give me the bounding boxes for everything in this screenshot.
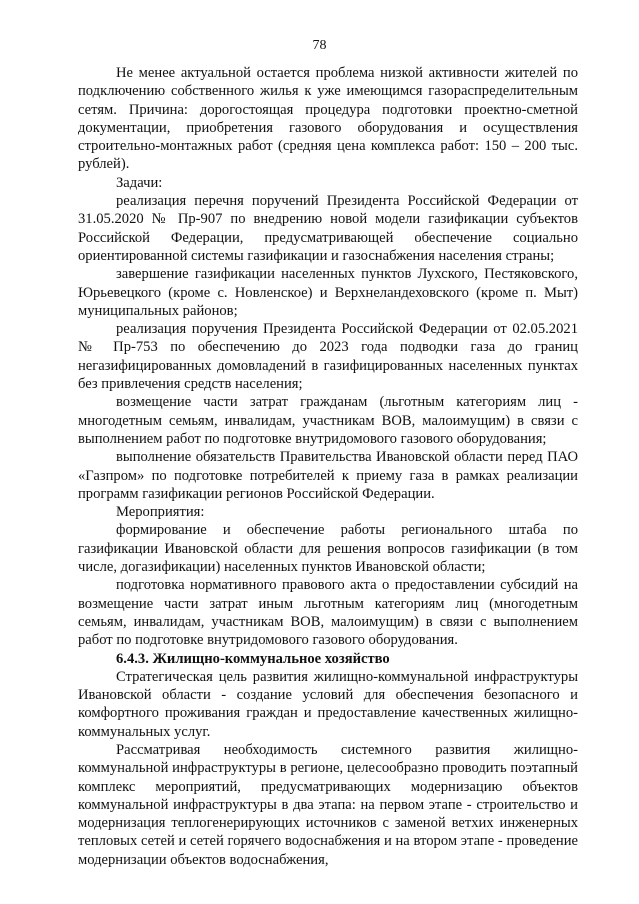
paragraph-gas-connection-problem: Не менее актуальной остается проблема низкой активности жителей по подключению собственного жилья к уже имеющимся газораспределительным сетям. Причина: дорогостоящая процедура подготовки проектно-сметной документации, приобретения газового оборудования и осуществления строительно-монтажных работ (средняя цена комплекса работ: 150 – 200 тыс. рублей). [78, 65, 578, 173]
section-heading: 6.4.3. Жилищно-коммунальное хозяйство [116, 650, 390, 667]
paragraph-task-cost-reimbursement: возмещение части затрат гражданам (льготным категориям лиц - многодетным семьям, инвалидам, участникам ВОВ, малоимущим) в связи с выполнением работ по подготовке внутридомового газового оборудования; [78, 394, 578, 447]
paragraph-modernization-stages: Рассматривая необходимость системного развития жилищно-коммунальной инфраструктуры в регионе, целесообразно проводить поэтапный комплекс мероприятий, предусматривающих модернизацию объектов коммунальной инфраструктуры в два этапа: на первом этапе - строительство и модернизация теплогенерирующих источников с заменой ветхих инженерных тепловых сетей и сетей горячего водоснабжения и на втором этапе - проведение модернизации объектов водоснабжения, [78, 741, 578, 868]
paragraph-task-president-order-907: реализация перечня поручений Президента Российской Федерации от 31.05.2020 № Пр-907 по внедрению новой модели газификации субъектов Российской Федерации, предусматривающей обеспечение социально ориентированной системы газификации и газоснабжения населения страны; [78, 193, 578, 264]
document-body [78, 64, 578, 869]
paragraph-measures-label: Мероприятия: [116, 504, 205, 521]
paragraph-measure-regional-headquarters: формирование и обеспечение работы регионального штаба по газификации Ивановской области для решения вопросов газификации (в том числе, догазификации) населенных пунктов Ивановской области; [78, 522, 578, 576]
page-number: 78 [312, 38, 327, 53]
paragraph-measure-subsidy-act: подготовка нормативного правового акта о предоставлении субсидий на возмещение части затрат иным льготным категориям лиц (многодетным семьям, инвалидам, участникам ВОВ, малоимущим) в связи с выполнением работ по подготовке внутридомового газового оборудования. [78, 577, 578, 649]
paragraph-tasks-label: Задачи: [116, 174, 163, 191]
paragraph-strategic-goal: Стратегическая цель развития жилищно-коммунальной инфраструктуры Ивановской области - создание условий для обеспечения безопасного и комфортного проживания граждан и предоставление качественных жилищно-коммунальных услуг. [78, 668, 578, 740]
paragraph-task-complete-gasification: завершение газификации населенных пунктов Лухского, Пестяковского, Юрьевецкого (кроме с. Новленское) и Верхнеландеховского (кроме п. Мыт) муниципальных районов; [78, 266, 578, 319]
paragraph-task-president-order-753: реализация поручения Президента Российской Федерации от 02.05.2021 № Пр-753 по обеспечению до 2023 года подводки газа до границ негазифицированных домовладений в газифицированных населенных пунктах без привлечения средств населения; [78, 321, 578, 393]
paragraph-task-gazprom-obligations: выполнение обязательств Правительства Ивановской области перед ПАО «Газпром» по подготовке потребителей к приему газа в рамках реализации программ газификации регионов Российской Федерации. [78, 449, 578, 502]
